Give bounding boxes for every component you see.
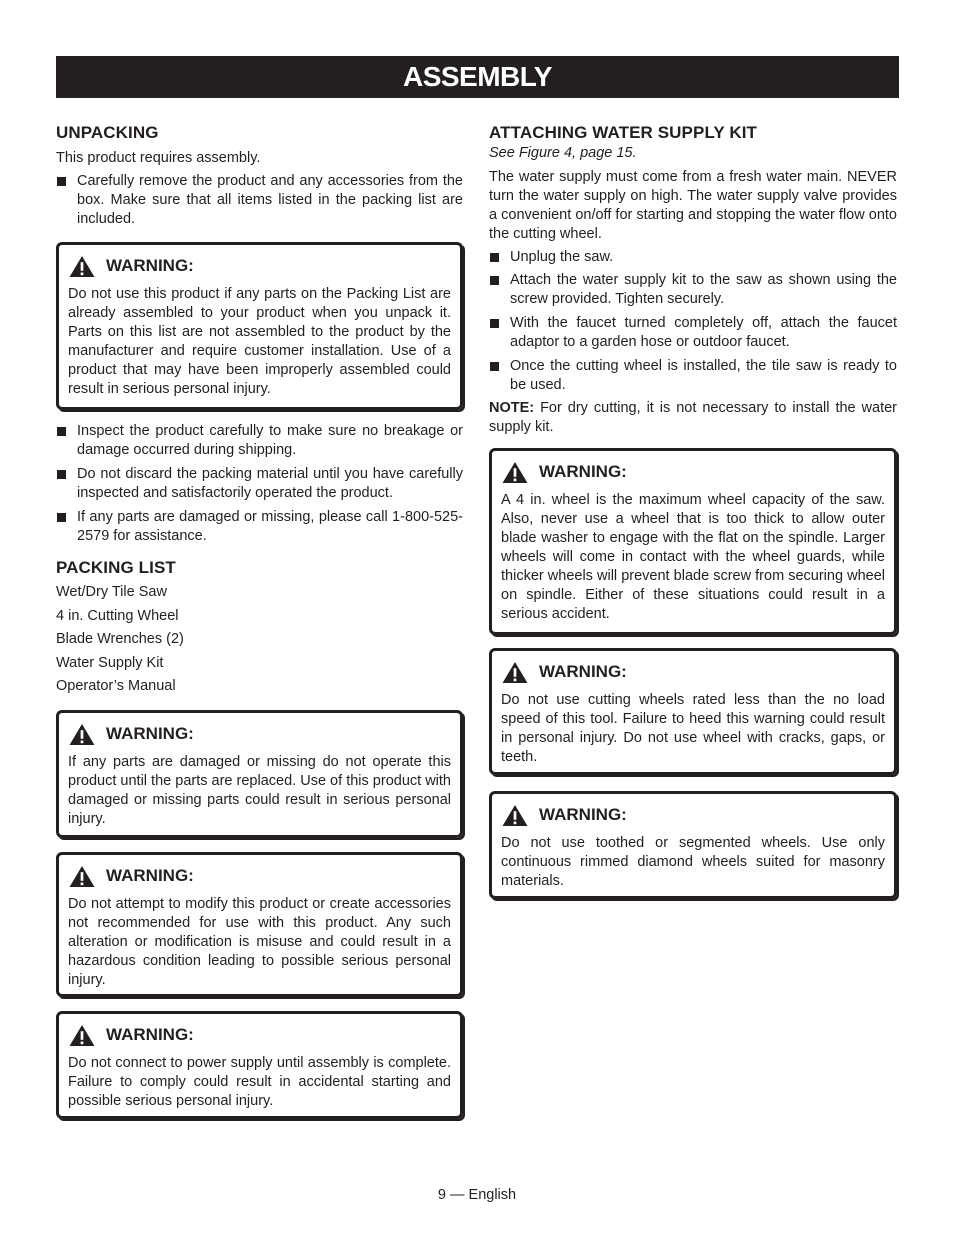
warning-label: WARNING: (106, 866, 194, 885)
packing-list-item: Operator’s Manual (56, 678, 176, 694)
warning-header (68, 864, 451, 888)
water-kit-intro: The water supply must come from a fresh water main. NEVER turn the water supply on high. The water supply valve provides a convenient on/off for starting and stopping the water flow onto the cutting wheel. (489, 169, 897, 242)
warning-header (501, 660, 885, 684)
warning-triangle-icon (501, 661, 529, 684)
list-item (56, 172, 463, 229)
packing-list-item: 4 in. Cutting Wheel (56, 607, 179, 624)
warning-label: WARNING: (539, 462, 627, 481)
bullet-square-icon (57, 470, 66, 479)
warning-label: WARNING: (539, 805, 627, 824)
list-item (489, 314, 897, 352)
warning-header (68, 1023, 451, 1047)
water-kit-heading: ATTACHING WATER SUPPLY KIT (489, 123, 758, 142)
warning-text: Do not use this product if any parts on the Packing List are already assembled to your product when you unpack it. Parts on this list are not assembled to the product by the manufacturer and require customer installation. Use of a product that may have been improperly assembled could result in serious personal injury. (68, 286, 451, 397)
warning-label: WARNING: (106, 256, 194, 275)
list-item-text: Once the cutting wheel is installed, the tile saw is ready to be used. (510, 358, 897, 393)
packing-list-item: Blade Wrenches (2) (56, 631, 184, 647)
warning-header (501, 460, 885, 484)
warning-box-wheel-rating (489, 648, 897, 775)
bullet-square-icon (490, 362, 499, 371)
warning-triangle-icon (501, 804, 529, 827)
warning-triangle-icon (68, 723, 96, 746)
list-item-text: Attach the water supply kit to the saw as shown using the screw provided. Tighten securely. (510, 272, 897, 307)
warning-box-power-supply (56, 1011, 463, 1119)
bullet-square-icon (490, 319, 499, 328)
section-banner: ASSEMBLY (56, 56, 899, 98)
list-item-text: Do not discard the packing material until you have carefully inspected and satisfactorily operated the product. (77, 466, 463, 501)
unpacking-bullets-top (56, 172, 463, 229)
warning-text: If any parts are damaged or missing do not operate this product until the parts are replaced. Use of this product with damaged or missing parts could result in serious personal injury. (68, 754, 451, 827)
warning-text: Do not use toothed or segmented wheels. Use only continuous rimmed diamond wheels suited for masonry materials. (501, 835, 885, 889)
bullet-square-icon (57, 513, 66, 522)
warning-label: WARNING: (106, 724, 194, 743)
warning-box-packing-list (56, 242, 463, 410)
packing-list-item: Wet/Dry Tile Saw (56, 584, 167, 600)
packing-list (56, 583, 463, 696)
list-item (489, 357, 897, 395)
warning-text: Do not use cutting wheels rated less than the no load speed of this tool. Failure to heed this warning could result in personal injury. Do not use wheel with cracks, gaps, or teeth. (501, 692, 885, 765)
warning-header (68, 254, 451, 278)
list-item-text: Inspect the product carefully to make sure no breakage or damage occurred during shipping. (77, 423, 463, 458)
list-item-text: With the faucet turned completely off, attach the faucet adaptor to a garden hose or outdoor faucet. (510, 315, 897, 350)
list-item (56, 465, 463, 503)
water-kit-bullets (489, 248, 897, 395)
list-item (56, 508, 463, 546)
page-footer: 9 — English (437, 1187, 517, 1203)
warning-box-wheel-type (489, 791, 897, 899)
packing-list-heading: PACKING LIST (56, 558, 176, 577)
warning-box-wheel-capacity (489, 448, 897, 635)
warning-box-missing-parts (56, 710, 463, 838)
bullet-square-icon (57, 177, 66, 186)
unpacking-intro: This product requires assembly. (56, 150, 261, 166)
warning-header (68, 722, 451, 746)
unpacking-heading: UNPACKING (56, 123, 159, 142)
bullet-square-icon (57, 427, 66, 436)
bullet-square-icon (490, 276, 499, 285)
warning-triangle-icon (501, 461, 529, 484)
warning-label: WARNING: (539, 662, 627, 681)
left-column (56, 123, 463, 1119)
list-item (489, 248, 897, 267)
bullet-square-icon (490, 253, 499, 262)
list-item-text: Unplug the saw. (510, 249, 614, 265)
note-label: NOTE: (489, 400, 535, 416)
warning-text: A 4 in. wheel is the maximum wheel capacity of the saw. Also, never use a wheel that is too thick to allow outer blade washer to engage with the flat on the spindle. Larger wheels will come in contact with the wheel guards, while thicker wheels will prevent blade screw from securing wheel on spindle. Either of these situations could result in a serious accident. (501, 492, 885, 622)
note-text: For dry cutting, it is not necessary to install the water supply kit. (489, 400, 898, 435)
warning-text: Do not connect to power supply until assembly is complete. Failure to comply could result in accidental starting and possible serious personal injury. (68, 1055, 451, 1109)
warning-triangle-icon (68, 255, 96, 278)
warning-header (501, 803, 885, 827)
warning-box-modification (56, 852, 463, 997)
list-item-text: If any parts are damaged or missing, please call 1-800-525-2579 for assistance. (77, 509, 463, 544)
figure-reference: See Figure 4, page 15. (489, 145, 637, 161)
warning-text: Do not attempt to modify this product or create accessories not recommended for use with this product. Any such alteration or modification is misuse and could result in a hazardous condition leading to possible serious personal injury. (68, 896, 451, 988)
water-kit-note (489, 399, 897, 437)
list-item-text: Carefully remove the product and any accessories from the box. Make sure that all items listed in the packing list are included. (77, 173, 463, 227)
list-item (489, 271, 897, 309)
right-column (489, 123, 897, 899)
unpacking-bullets-bottom (56, 422, 463, 546)
list-item (56, 422, 463, 460)
warning-triangle-icon (68, 1024, 96, 1047)
packing-list-item: Water Supply Kit (56, 654, 164, 671)
warning-triangle-icon (68, 865, 96, 888)
warning-label: WARNING: (106, 1025, 194, 1044)
